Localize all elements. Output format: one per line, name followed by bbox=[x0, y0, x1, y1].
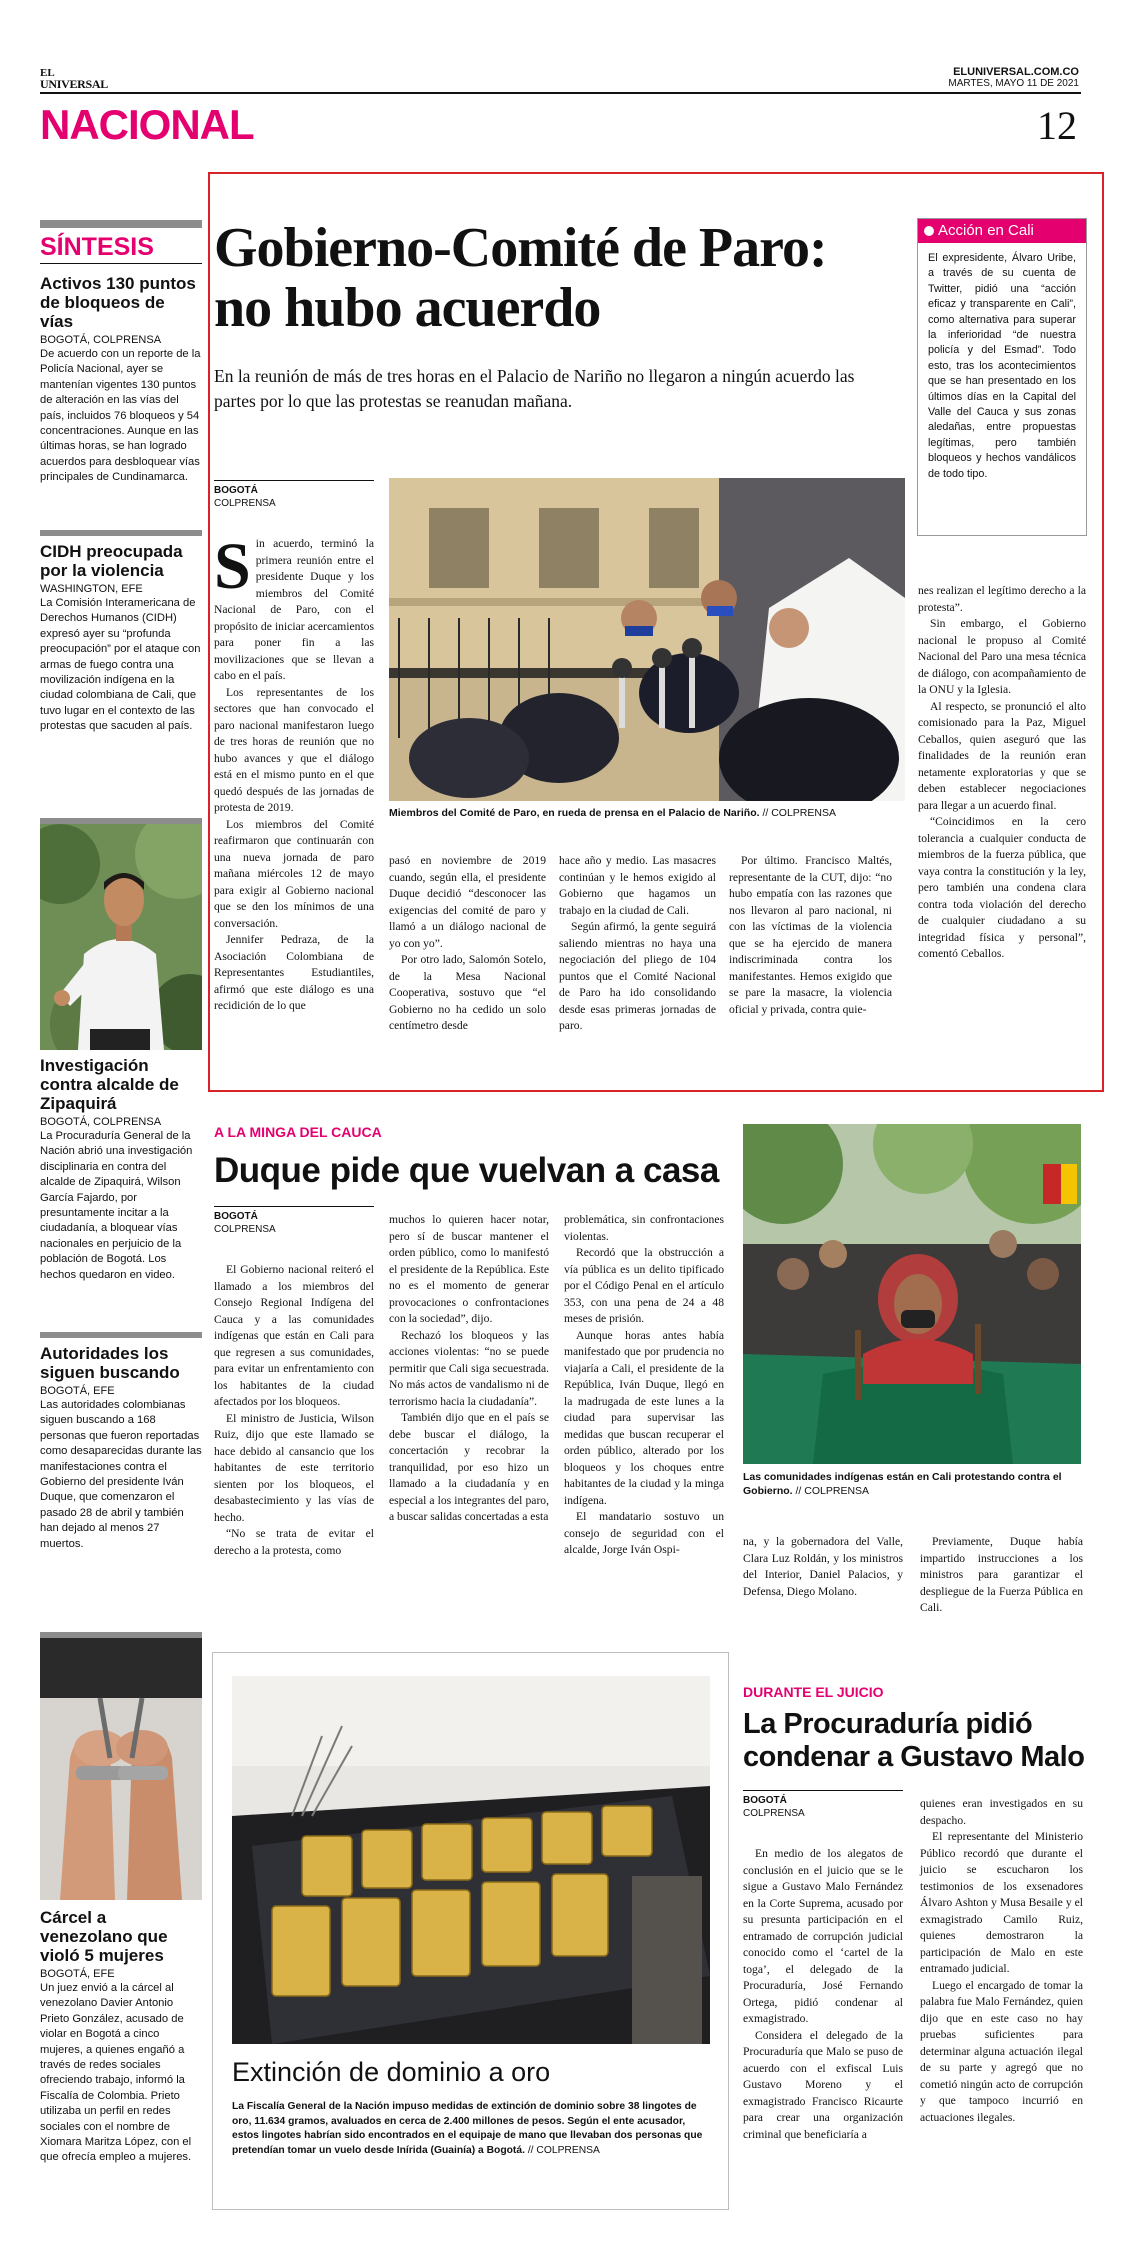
paragraph: En medio de los alegatos de conclusión en el juicio que se le sigue a Gustavo Malo Fernández en la Corte Suprema, acusado por su presunta participación en el entramado de corrupción judicial conocido como el ‘cartel de la toga’, el delegado de la Procuraduría, José Fernando Ortega, pidió condenar al exmagistrado. bbox=[743, 1847, 903, 2025]
lead-byline bbox=[214, 480, 374, 510]
byline-city: BOGOTÁ bbox=[743, 1795, 787, 1806]
paragraph: problemática, sin confrontaciones violentas. bbox=[564, 1213, 724, 1243]
minga-column-3 bbox=[564, 1212, 724, 1559]
lead-caption bbox=[389, 806, 905, 820]
minga-column-4 bbox=[743, 1534, 903, 1600]
paragraph: Jennifer Pedraza, de la Asociación Colombiana de Representantes Estudiantiles, afirmó que este diálogo es una recidición de lo que bbox=[214, 933, 374, 1012]
gold-caption bbox=[232, 2100, 710, 2158]
paragraph: quienes eran investigados en su despacho. bbox=[920, 1797, 1083, 1827]
box-title bbox=[918, 219, 1086, 243]
sidebar-source: BOGOTÁ, EFE bbox=[40, 1385, 115, 1397]
sidebar-text: La Procuraduría General de la Nación abrió una investigación disciplinaria en contra del alcalde de Zipaquirá, Wilson García Fajardo, por presuntamente incitar a la ciudadanía, a bloquear vías nacionales en perjuicio de la población de Bogotá. Los hechos quedaron en video. bbox=[40, 1130, 193, 1281]
page-number: 12 bbox=[1037, 103, 1077, 148]
malo-column-1 bbox=[743, 1846, 903, 2143]
minga-column-5 bbox=[920, 1534, 1083, 1617]
paragraph: Por último. Francisco Maltés, representante de la CUT, dijo: “no hubo empatía con las razones que nos llevaron al paro nacional, ni con las víctimas de la violencia que se ha ejercido de manera indiscriminada contra los manifestantes. Hemos exigido que se pare la masacre, la violencia oficial y privada, contra quie- bbox=[729, 854, 892, 1016]
bullet-icon bbox=[924, 226, 934, 236]
paragraph: Previamente, Duque había impartido instrucciones a los ministros para garantizar el despliegue de la Fuerza Pública en Cali. bbox=[920, 1535, 1083, 1614]
section-title: NACIONAL bbox=[40, 101, 254, 148]
lead-column-4 bbox=[729, 853, 892, 1018]
caption-text: La Fiscalía General de la Nación impuso medidas de extinción de dominio sobre 38 lingotes de oro, 11.634 gramos, avaluados en cerca de 2.400 millones de pesos. Según el ente acusador, estos lingotes habrían sido encontrados en el equipaje de mano que llevaban dos personas que pretendían tomar un vuelo desde Inírida (Guainía) a Bogotá. bbox=[232, 2101, 703, 2156]
sidebar-text: Las autoridades colombianas siguen buscando a 168 personas que fueron reportadas como desaparecidas durante las manifestaciones contra el Gobierno del presidente Iván Duque, que comenzaron el pasado 28 de abril y también han dejado al menos 27 muertos. bbox=[40, 1399, 202, 1550]
sidebar-top-rule bbox=[40, 220, 202, 228]
sidebar-text: La Comisión Interamericana de Derechos Humanos (CIDH) expresó ayer su “profunda preocupación” por el ataque con armas de fuego contra una movilización indígena en la ciudad colombiana de Cali, que tuvo lugar en el contexto de las protestas que sacuden al país. bbox=[40, 597, 201, 733]
paragraph: Sin embargo, el Gobierno nacional le propuso al Comité Nacional del Paro una mesa técnica de diálogo, con acompañamiento de la ONU y la Iglesia. bbox=[918, 617, 1086, 696]
paragraph: También dijo que en el país se debe buscar el diálogo, la concertación y recobrar la tranquilidad, por eso hizo un llamado a la ciudadanía y en especial a los integrantes del paro, a buscar salidas concertadas a esta bbox=[389, 1411, 549, 1523]
sidebar-item bbox=[40, 274, 202, 486]
sidebar-headline: Autoridades los siguen buscando bbox=[40, 1344, 180, 1382]
minga-caption bbox=[743, 1470, 1083, 1498]
sidebar-text: Un juez envió a la cárcel al venezolano Davier Antonio Prieto González, acusado de violar en Bogotá a cinco mujeres, a quienes engañó a través de redes sociales ofreciendo trabajo, informó la Fiscalía de Colombia. Prieto utilizaba un perfil en redes sociales con el nombre de Xiomara Maritza López, con el que ofrecía empleo a mujeres. bbox=[40, 1982, 192, 2164]
masthead-logo bbox=[40, 68, 108, 90]
minga-byline bbox=[214, 1206, 374, 1236]
malo-headline: La Procuraduría pidió condenar a Gustavo Malo bbox=[743, 1708, 1085, 1773]
byline-agency: COLPRENSA bbox=[214, 1224, 276, 1235]
paragraph: “No se trata de evitar el derecho a la protesta, como bbox=[214, 1527, 374, 1557]
paragraph: Recordó que la obstrucción a vía pública es un delito tipificado por el Código Penal en el artículo 353, con una pena de 24 a 48 meses de prisión. bbox=[564, 1246, 724, 1325]
minga-kicker: A LA MINGA DEL CAUCA bbox=[214, 1124, 382, 1140]
zipaquira-mayor-photo bbox=[40, 818, 202, 1050]
paragraph: Los representantes de los sectores que han convocado el paro nacional manifestaron luego de tres horas de reunión que no hubo avances y que el diálogo está en el mismo punto en el que quedó después de las jornadas de protesta de 2019. bbox=[214, 685, 374, 814]
paragraph: in acuerdo, terminó la primera reunión entre el presidente Duque y los miembros del Comité Nacional de Paro, con el propósito de iniciar acercamientos para poner fin a las movilizaciones que se llevan a cabo en el país. bbox=[214, 537, 374, 682]
paragraph: hace año y medio. Las masacres continúan y le hemos exigido al Gobierno que hagamos un trabajo en la ciudad de Cali. bbox=[559, 854, 716, 917]
paragraph: Luego el encargado de tomar la palabra fue Malo Fernández, quien dijo que en este caso no hay pruebas suficientes para determinar alguna actuación ilegal de su parte y agregó que no cometió ningún acto de corrupción y que tampoco incurrió en actuaciones ilegales. bbox=[920, 1978, 1083, 2124]
lead-column-3 bbox=[559, 853, 716, 1035]
drop-cap: S bbox=[214, 530, 251, 603]
sidebar-source: WASHINGTON, EFE bbox=[40, 583, 143, 595]
caption-text: Las comunidades indígenas están en Cali protestando contra el Gobierno. bbox=[743, 1471, 1062, 1497]
sidebar-text: De acuerdo con un reporte de la Policía Nacional, ayer se mantenían vigentes 130 puntos de alteración en las vías del país, incluidos 76 bloqueos y 54 concentraciones. Aunque en las últimas horas, se han logrado acuerdos para desbloquear vías principales de Cundinamarca. bbox=[40, 348, 201, 484]
caption-credit: // COLPRENSA bbox=[527, 2144, 600, 2156]
malo-byline bbox=[743, 1790, 903, 1820]
gold-bars-photo bbox=[232, 1676, 710, 2044]
sidebar-headline: CIDH preocupada por la violencia bbox=[40, 542, 183, 580]
byline-agency: COLPRENSA bbox=[214, 498, 276, 509]
sidebar-title-rule bbox=[40, 263, 202, 264]
lead-column-5 bbox=[918, 583, 1086, 963]
paragraph: Rechazó los bloqueos y las acciones violentas: “no se puede permitir que Cali siga secuestrada. No más actos de vandalismo ni de terrorismo hacia la ciudadanía”. bbox=[389, 1328, 550, 1408]
malo-column-2 bbox=[920, 1796, 1083, 2126]
masthead-info bbox=[948, 66, 1079, 90]
sidebar-item bbox=[40, 530, 202, 735]
sidebar-title: SÍNTESIS bbox=[40, 233, 154, 261]
logo-line1: EL bbox=[40, 67, 55, 79]
paragraph: Aunque horas antes había manifestado que por prudencia no viajaría a Cali, el presidente de la República, Iván Duque, llegó en la madrugada de este lunes a la ciudad para supervisar las medidas que buscan recuperar el orden público, alterado por los bloqueos y los choques entre habitantes de la ciudad y la minga indígena. bbox=[564, 1328, 724, 1507]
caption-text: Miembros del Comité de Paro, en rueda de prensa en el Palacio de Nariño. bbox=[389, 807, 760, 819]
paragraph: Según afirmó, la gente seguirá saliendo mientras no haya una negociación del pliego de 104 puntos que el Comité Nacional de Paro ha ido consolidando desde esas primeras jornadas de paro. bbox=[559, 920, 716, 1032]
paragraph: El mandatario sostuvo un consejo de seguridad con el alcalde, Jorge Iván Ospi- bbox=[564, 1510, 724, 1556]
logo-line2: UNIVERSAL bbox=[40, 77, 108, 91]
lead-column-2 bbox=[389, 853, 546, 1035]
paragraph: Los miembros del Comité reafirmaron que continuarán con una nueva jornada de paro mañana miércoles 12 de mayo para exigir al Gobierno nacional que se den los mínimos de una conversación. bbox=[214, 817, 374, 930]
paragraph: na, y la gobernadora del Valle, Clara Luz Roldán, y los ministros del Interior, Daniel Palacios, y Defensa, Diego Molano. bbox=[743, 1535, 903, 1598]
caption-credit: // COLPRENSA bbox=[795, 1485, 870, 1497]
accion-cali-box bbox=[917, 218, 1087, 536]
minga-column-2 bbox=[389, 1212, 549, 1526]
sidebar-headline: Cárcel a venezolano que violó 5 mujeres bbox=[40, 1908, 168, 1965]
paragraph: Al respecto, se pronunció el alto comisionado para la Paz, Miguel Ceballos, quien aseguró que las finalidades de la reunión eran netamente exploratorias y que se deben establecer negociaciones para llegar a un acuerdo final. bbox=[918, 699, 1086, 812]
paragraph: pasó en noviembre de 2019 cuando, según ella, el presidente Duque decidió “desconocer las exigencias del comité de paro y llamó a un diálogo nacional de yo con yo”. bbox=[389, 854, 546, 950]
lead-photo bbox=[389, 478, 905, 801]
sidebar-headline: Investigación contra alcalde de Zipaquirá bbox=[40, 1056, 179, 1113]
sidebar-item bbox=[40, 1056, 202, 1283]
sidebar-source: BOGOTÁ, EFE bbox=[40, 1968, 115, 1980]
paragraph: nes realizan el legítimo derecho a la protesta”. bbox=[918, 584, 1086, 614]
malo-kicker: DURANTE EL JUICIO bbox=[743, 1684, 884, 1700]
paragraph: El representante del Ministerio Público recordó que durante el juicio se escucharon los testimonios de los exsenadores Álvaro Ashton y Musa Besaile y el exmagistrado Camilo Ruiz, quienes demostraron la participación de Malo en este entramado judicial. bbox=[920, 1830, 1083, 1975]
masthead-rule bbox=[40, 92, 1081, 94]
paragraph: El ministro de Justicia, Wilson Ruiz, dijo que este llamado se hace debido al cansancio que los habitantes de este territorio sienten por los bloqueos, el desabastecimiento y las vías de hecho. bbox=[214, 1411, 374, 1524]
sidebar-source: BOGOTÁ, COLPRENSA bbox=[40, 334, 162, 346]
box-text: El expresidente, Álvaro Uribe, a través de su cuenta de Twitter, pidió una “acción eficaz y transparente en Cali”, como alternativa para superar la inferioridad “de nuestra policía y del Esmad”. Todo esto, tras los acontecimientos que se han presentado en los últimos días en la Capital del Valle del Cauca y sus zonas aledañas, entre propuestas legítimas, pero también bloqueos y hechos vandálicos de todo tipo. bbox=[928, 252, 1076, 480]
byline-city: BOGOTÁ bbox=[214, 1211, 258, 1222]
sidebar-item bbox=[40, 1908, 202, 2166]
sidebar-item bbox=[40, 1332, 202, 1552]
byline-agency: COLPRENSA bbox=[743, 1808, 805, 1819]
issue-date: MARTES, MAYO 11 DE 2021 bbox=[948, 78, 1079, 89]
minga-headline: Duque pide que vuelvan a casa bbox=[214, 1151, 719, 1190]
caption-credit: // COLPRENSA bbox=[762, 807, 836, 819]
paragraph: muchos lo quieren hacer notar, pero sí de buscar mantener el orden público, como lo manifestó el presidente de la República. Este no es el momento de generar provocaciones o confrontaciones con la sociedad”, dijo. bbox=[389, 1213, 549, 1325]
paragraph: Por otro lado, Salomón Sotelo, de la Mesa Nacional Cooperativa, sostuvo que “el Gobierno no ha cedido un solo centímetro desde bbox=[389, 953, 546, 1032]
lead-column-1 bbox=[214, 530, 374, 1015]
paragraph: “Coincidimos en la cero tolerancia a cualquier conducta de miembros de la fuerza pública, que vaya contra la constitución y la ley, pero también una condena clara contra toda violación del derecho de cualquier ciudadano a su integridad física y personal”, comentó Ceballos. bbox=[918, 815, 1086, 960]
site-url: ELUNIVERSAL.COM.CO bbox=[953, 66, 1079, 78]
handcuffs-photo bbox=[40, 1632, 202, 1900]
sidebar-source: BOGOTÁ, COLPRENSA bbox=[40, 1116, 162, 1128]
sidebar-headline: Activos 130 puntos de bloqueos de vías bbox=[40, 274, 196, 331]
paragraph: El Gobierno nacional reiteró el llamado a los miembros del Consejo Regional Indígena del Cauca y a las comunidades indígenas que están en Cali para que regresen a sus comunidades, para evitar un enfrentamiento con los habitantes de la ciudad afectados por los bloqueos. bbox=[214, 1263, 374, 1408]
minga-photo bbox=[743, 1124, 1081, 1464]
byline-city: BOGOTÁ bbox=[214, 485, 258, 496]
lead-headline: Gobierno-Comité de Paro: no hubo acuerdo bbox=[214, 217, 827, 339]
gold-headline: Extinción de dominio a oro bbox=[232, 2057, 551, 2087]
lead-deck: En la reunión de más de tres horas en el Palacio de Nariño no llegaron a ningún acuerdo las partes por lo que las protestas se reanudan mañana. bbox=[214, 366, 855, 411]
minga-column-1 bbox=[214, 1262, 374, 1559]
paragraph: Considera el delegado de la Procuraduría que Malo se puso de acuerdo con el exfiscal Luis Gustavo Moreno y el exmagistrado Francisco Ricaurte para crear una organización criminal que beneficiaría a bbox=[743, 2028, 903, 2141]
box-title-text: Acción en Cali bbox=[938, 222, 1034, 239]
